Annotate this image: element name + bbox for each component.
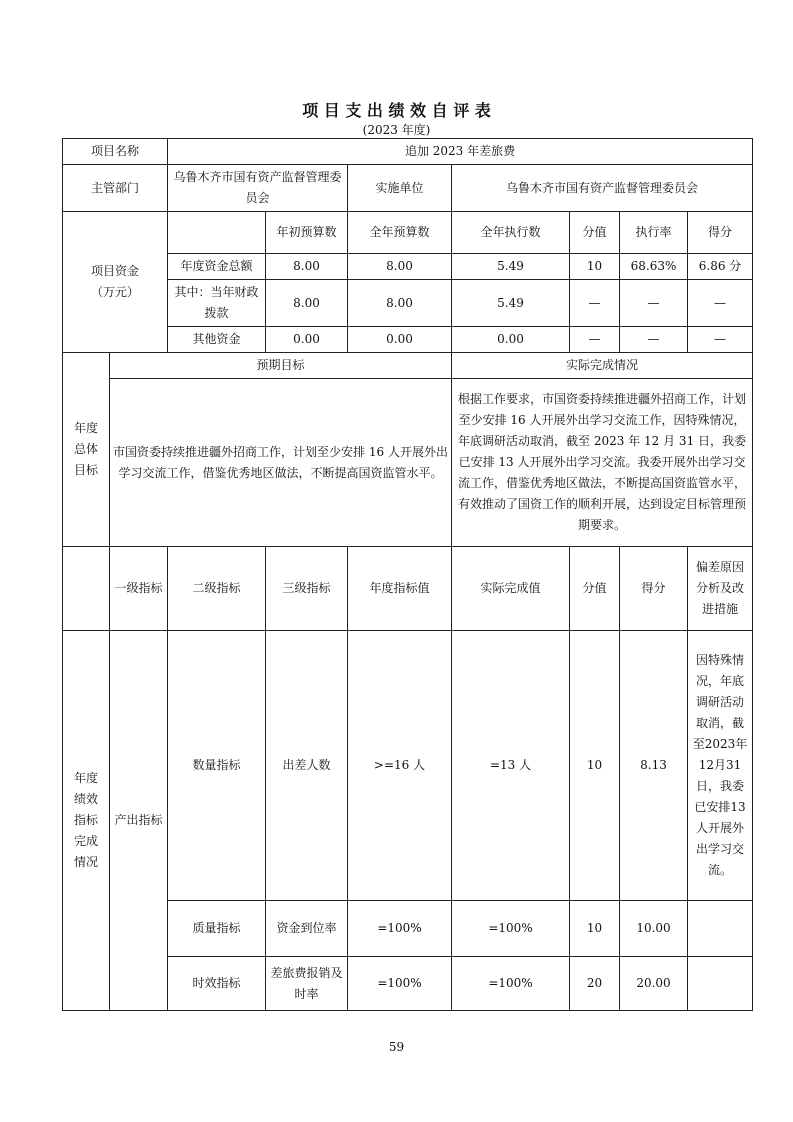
funds-fiscal-score-value: — bbox=[570, 280, 620, 327]
document-title: 项 目 支 出 绩 效 自 评 表 bbox=[302, 101, 491, 120]
header-initial-budget: 年初预算数 bbox=[266, 212, 348, 254]
dept-value: 乌鲁木齐市国有资产监督管理委员会 bbox=[168, 165, 348, 212]
funds-fiscal-executed: 5.49 bbox=[452, 280, 570, 327]
quality-deviation bbox=[688, 901, 753, 957]
funds-header-row bbox=[63, 212, 753, 254]
project-name-label: 项目名称 bbox=[63, 139, 168, 165]
quantity-score: 8.13 bbox=[620, 631, 688, 901]
funds-fiscal-initial: 8.00 bbox=[266, 280, 348, 327]
quality-level3: 资金到位率 bbox=[266, 901, 348, 957]
expected-goal-text: 市国资委持续推进疆外招商工作，计划至少安排 16 人开展外出学习交流工作，借鉴优秀地区做法，不断提高国资监管水平。 bbox=[110, 379, 452, 547]
quantity-target: >=16 人 bbox=[348, 631, 452, 901]
page-number: 59 bbox=[388, 1040, 405, 1054]
funds-other-initial: 0.00 bbox=[266, 327, 348, 353]
header-level1: 一级指标 bbox=[110, 547, 168, 631]
goals-content-row bbox=[63, 379, 753, 547]
timeliness-score: 20.00 bbox=[620, 957, 688, 1011]
timeliness-deviation bbox=[688, 957, 753, 1011]
funds-fiscal-annual: 8.00 bbox=[348, 280, 452, 327]
funds-fiscal-label: 其中：当年财政拨款 bbox=[168, 280, 266, 327]
header-level2: 二级指标 bbox=[168, 547, 266, 631]
funds-label: 项目资金 （万元） bbox=[63, 212, 168, 353]
funds-header-empty bbox=[168, 212, 266, 254]
quality-score: 10.00 bbox=[620, 901, 688, 957]
funds-other-executed: 0.00 bbox=[452, 327, 570, 353]
department-row bbox=[63, 165, 753, 212]
impl-value: 乌鲁木齐市国有资产监督管理委员会 bbox=[452, 165, 753, 212]
funds-total-initial: 8.00 bbox=[266, 254, 348, 280]
funds-total-score-value: 10 bbox=[570, 254, 620, 280]
header-rate: 执行率 bbox=[620, 212, 688, 254]
funds-total-executed: 5.49 bbox=[452, 254, 570, 280]
timeliness-score-value: 20 bbox=[570, 957, 620, 1011]
quantity-level2: 数量指标 bbox=[168, 631, 266, 901]
funds-other-score: — bbox=[688, 327, 753, 353]
header-score-value: 分值 bbox=[570, 212, 620, 254]
funds-other-score-value: — bbox=[570, 327, 620, 353]
funds-other-label: 其他资金 bbox=[168, 327, 266, 353]
performance-evaluation-table bbox=[62, 138, 753, 1011]
funds-fiscal-rate: — bbox=[620, 280, 688, 327]
header-actual: 实际完成值 bbox=[452, 547, 570, 631]
quantity-level3: 出差人数 bbox=[266, 631, 348, 901]
timeliness-level2: 时效指标 bbox=[168, 957, 266, 1011]
actual-completion-label: 实际完成情况 bbox=[452, 353, 753, 379]
indicators-section-label: 年度 绩效 指标 完成 情况 bbox=[63, 631, 110, 1011]
quality-level2: 质量指标 bbox=[168, 901, 266, 957]
goals-header-row bbox=[63, 353, 753, 379]
header-score: 得分 bbox=[688, 212, 753, 254]
header-annual-budget: 全年预算数 bbox=[348, 212, 452, 254]
funds-fiscal-score: — bbox=[688, 280, 753, 327]
document-subtitle: (2023 年度) bbox=[362, 123, 431, 137]
funds-other-rate: — bbox=[620, 327, 688, 353]
header-target: 年度指标值 bbox=[348, 547, 452, 631]
funds-total-score: 6.86 分 bbox=[688, 254, 753, 280]
impl-label: 实施单位 bbox=[348, 165, 452, 212]
header-ind-score-value: 分值 bbox=[570, 547, 620, 631]
dept-label: 主管部门 bbox=[63, 165, 168, 212]
header-executed: 全年执行数 bbox=[452, 212, 570, 254]
project-name-row bbox=[63, 139, 753, 165]
project-name-value: 追加 2023 年差旅费 bbox=[168, 139, 753, 165]
header-level3: 三级指标 bbox=[266, 547, 348, 631]
quality-actual: =100% bbox=[452, 901, 570, 957]
goals-label: 年度 总体 目标 bbox=[63, 353, 110, 547]
indicators-header-row bbox=[63, 547, 753, 631]
quality-score-value: 10 bbox=[570, 901, 620, 957]
expected-goal-label: 预期目标 bbox=[110, 353, 452, 379]
actual-completion-text: 根据工作要求，市国资委持续推进疆外招商工作，计划至少安排 16 人开展外出学习交流工作，因特殊情况，年底调研活动取消，截至 2023 年 12 月 31 日，我委已安排 13 人开展外出学习交流。我委开展外出学习交流工作，借鉴优秀地区做法，不断提高国资监管水平，有效推动了国资工作的顺利开展，达到设定目标管理预期要求。 bbox=[452, 379, 753, 547]
funds-total-annual: 8.00 bbox=[348, 254, 452, 280]
indicator-row-quantity bbox=[63, 631, 753, 901]
level1-output: 产出指标 bbox=[110, 631, 168, 1011]
funds-total-label: 年度资金总额 bbox=[168, 254, 266, 280]
quality-target: =100% bbox=[348, 901, 452, 957]
quantity-deviation: 因特殊情况，年底调研活动取消，截至2023年12月31日，我委已安排13人开展外出学习交流。 bbox=[688, 631, 753, 901]
funds-total-rate: 68.63% bbox=[620, 254, 688, 280]
timeliness-actual: =100% bbox=[452, 957, 570, 1011]
timeliness-level3: 差旅费报销及时率 bbox=[266, 957, 348, 1011]
indicators-header-empty bbox=[63, 547, 110, 631]
header-deviation: 偏差原因分析及改进措施 bbox=[688, 547, 753, 631]
quantity-score-value: 10 bbox=[570, 631, 620, 901]
funds-other-annual: 0.00 bbox=[348, 327, 452, 353]
header-ind-score: 得分 bbox=[620, 547, 688, 631]
quantity-actual: =13 人 bbox=[452, 631, 570, 901]
timeliness-target: =100% bbox=[348, 957, 452, 1011]
